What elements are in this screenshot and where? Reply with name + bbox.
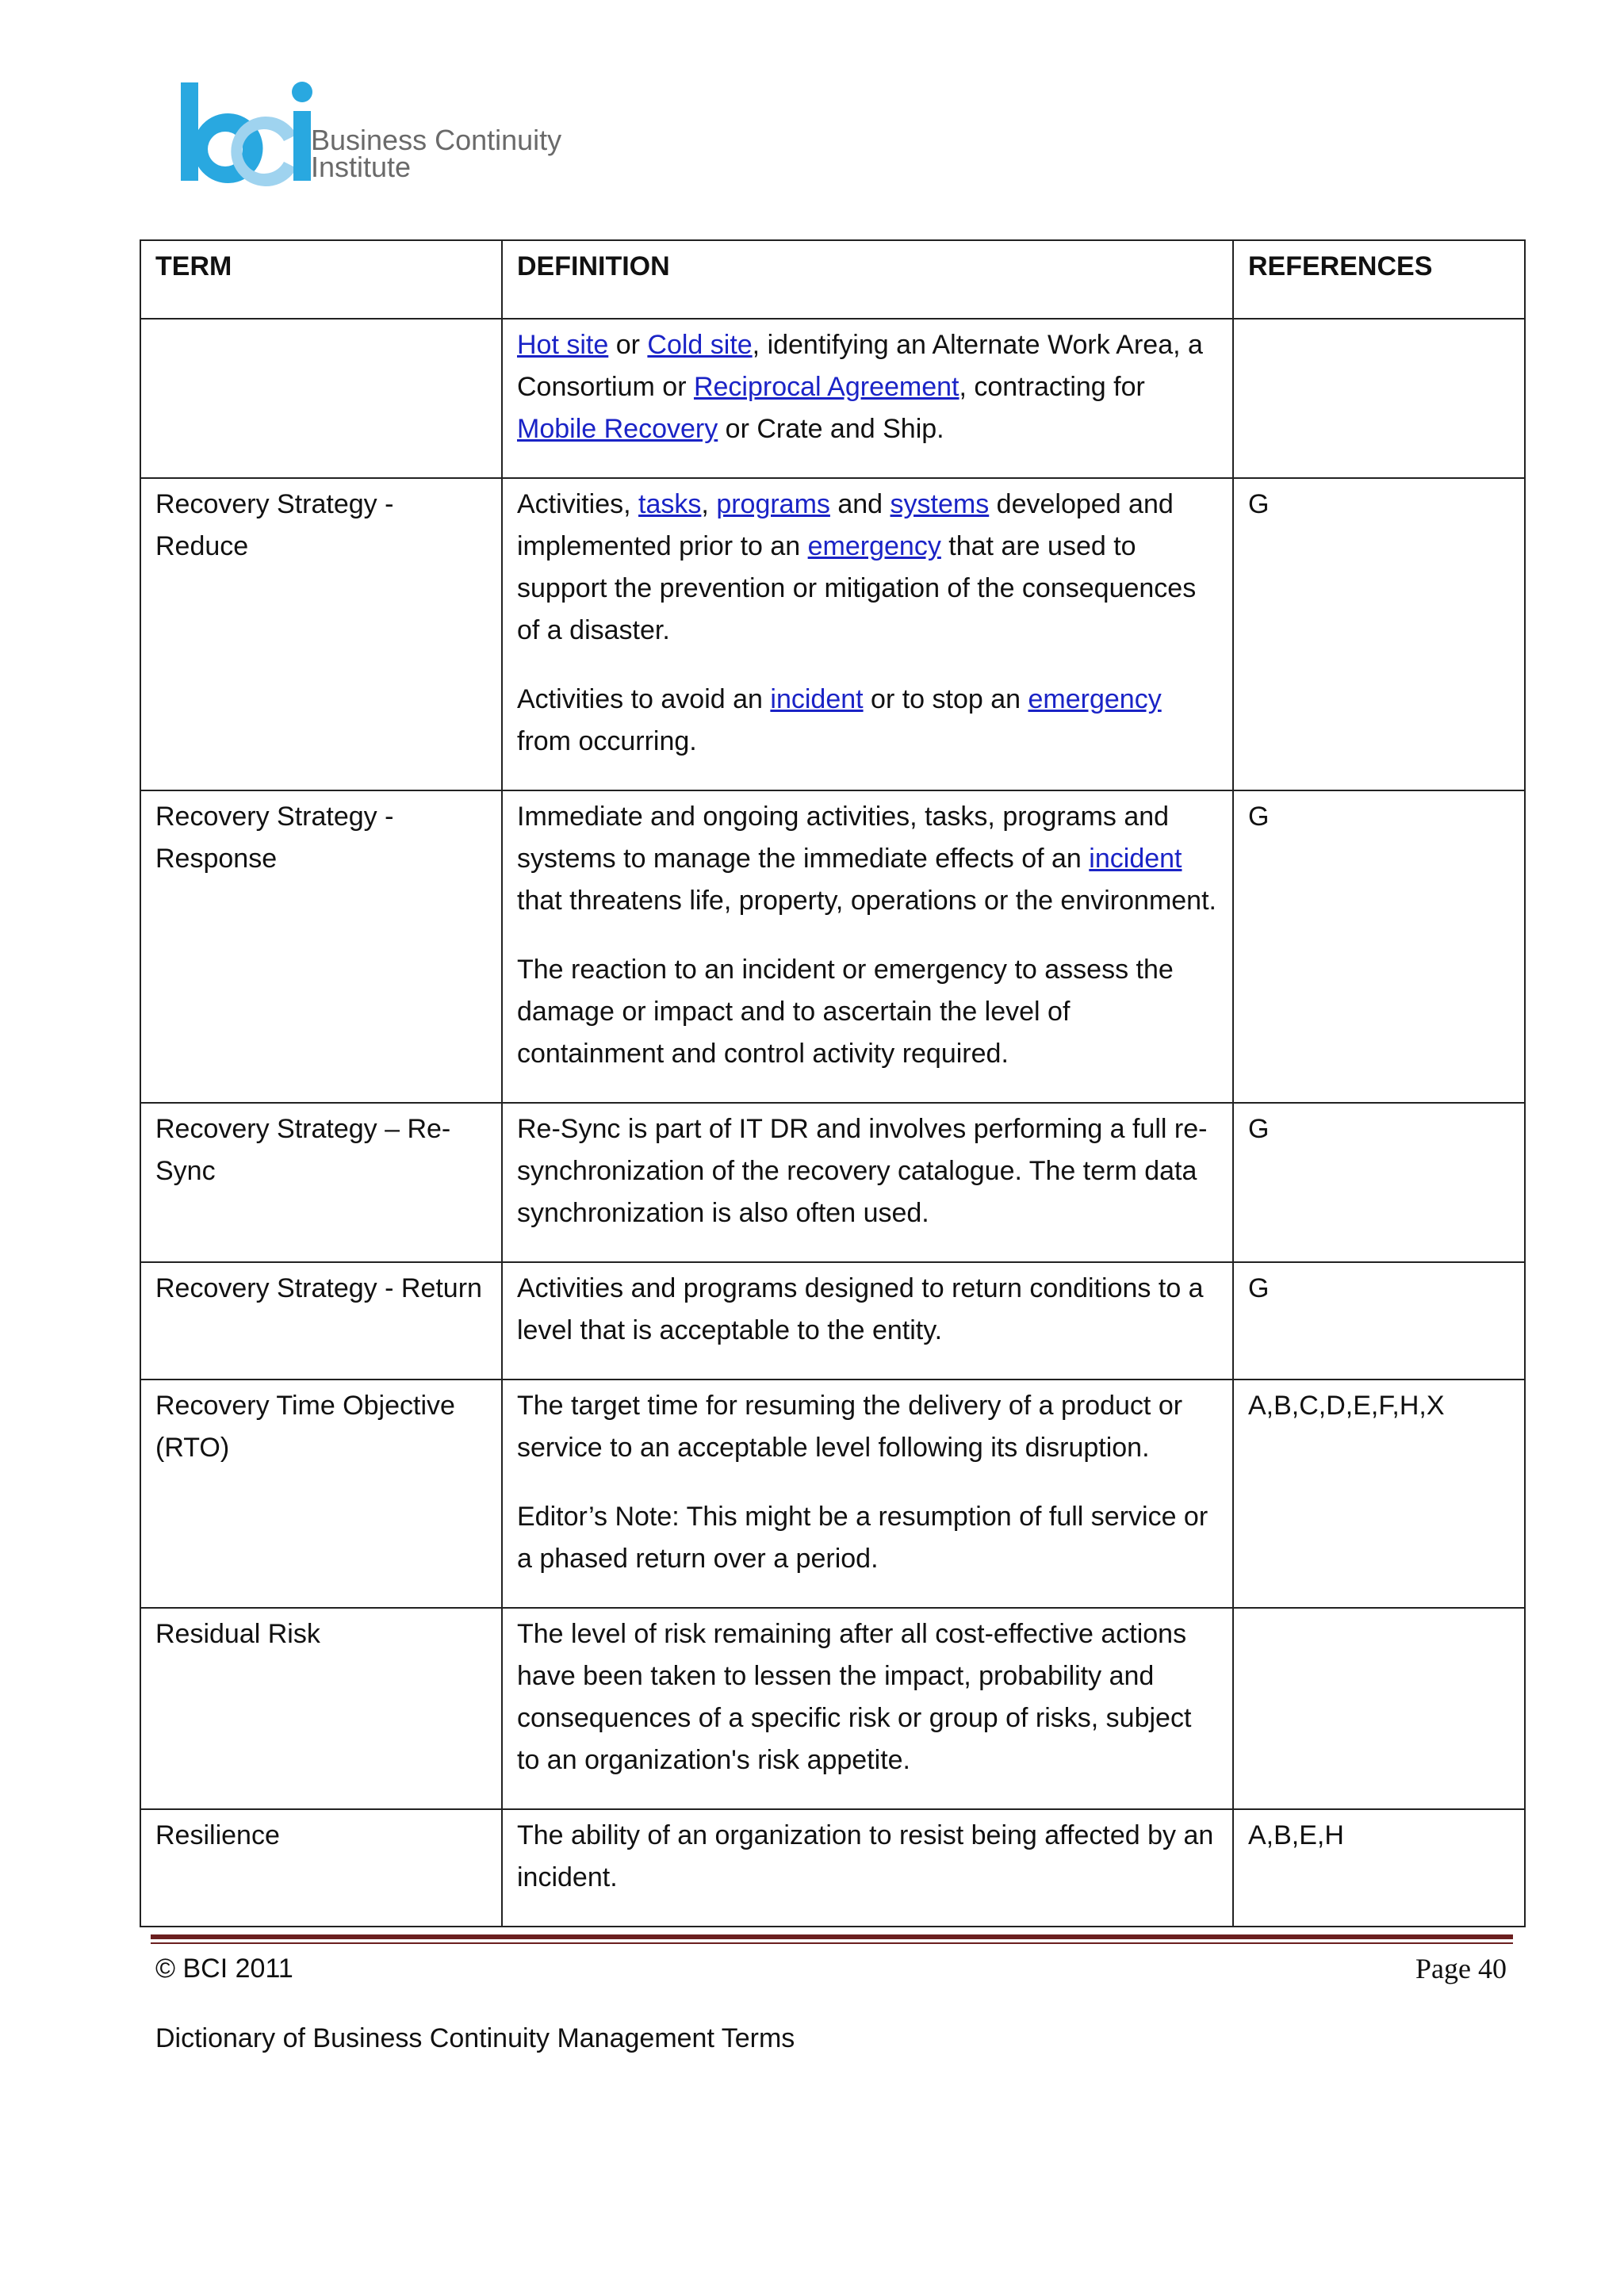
table-row (140, 1380, 1525, 1608)
term-cell: Resilience (140, 1809, 502, 1927)
definition-text: The reaction to an incident or emergency to assess the damage or impact and to ascertain the level of containment and control activity required. (517, 955, 1174, 1069)
references-cell: G (1233, 478, 1525, 790)
definition-text: Activities, (517, 489, 639, 519)
definition-cell (502, 1809, 1233, 1927)
references-cell: A,B,E,H (1233, 1809, 1525, 1927)
definition-paragraph (517, 1268, 1218, 1352)
definition-paragraph (517, 949, 1218, 1075)
logo-text-line2: Institute (311, 151, 412, 183)
references-cell: G (1233, 790, 1525, 1103)
term-link[interactable]: Cold site (647, 330, 753, 360)
table-row (140, 1809, 1525, 1927)
logo-text-line1: Business Continuity (311, 124, 562, 156)
term-link[interactable]: emergency (1028, 684, 1162, 714)
footer-copyright: © BCI 2011 (155, 1954, 293, 1984)
term-cell: Recovery Strategy - Reduce (140, 478, 502, 790)
definition-text: developed and implemented prior to an (517, 489, 1174, 561)
definition-text: or (608, 330, 648, 360)
term-link[interactable]: incident (770, 684, 864, 714)
definition-cell (502, 1103, 1233, 1262)
definition-paragraph (517, 1613, 1218, 1781)
definition-cell (502, 1608, 1233, 1809)
definition-paragraph (517, 324, 1218, 450)
definition-text: The target time for resuming the delivery of a product or service to an acceptable level following its disruption. (517, 1391, 1183, 1463)
definition-cell (502, 1380, 1233, 1608)
term-link[interactable]: Hot site (517, 330, 609, 360)
references-cell: G (1233, 1103, 1525, 1262)
definition-paragraph (517, 1108, 1218, 1234)
definition-paragraph (517, 1385, 1218, 1469)
definition-text: Activities to avoid an (517, 684, 771, 714)
term-cell: Recovery Strategy - Return (140, 1262, 502, 1380)
definition-paragraph (517, 679, 1218, 763)
term-link[interactable]: systems (890, 489, 990, 519)
bci-logo (178, 79, 562, 190)
table-row (140, 1262, 1525, 1380)
table-row (140, 319, 1525, 478)
table-row (140, 478, 1525, 790)
term-link[interactable]: programs (716, 489, 830, 519)
table-row (140, 1103, 1525, 1262)
footer-document-title: Dictionary of Business Continuity Management Terms (155, 2023, 795, 2053)
definition-cell (502, 478, 1233, 790)
definition-text: Editor’s Note: This might be a resumption of full service or a phased return over a period. (517, 1502, 1208, 1574)
term-cell: Recovery Time Objective (RTO) (140, 1380, 502, 1608)
term-link[interactable]: emergency (807, 531, 941, 561)
definition-text: or to stop an (863, 684, 1028, 714)
footer-page-number: Page 40 (1415, 1953, 1507, 1984)
definition-text: The ability of an organization to resist being affected by an incident. (517, 1820, 1214, 1892)
term-cell: Residual Risk (140, 1608, 502, 1809)
term-cell: Recovery Strategy - Response (140, 790, 502, 1103)
header-references: REFERENCES (1233, 240, 1525, 319)
references-cell: G (1233, 1262, 1525, 1380)
footer-rule-thick (151, 1934, 1513, 1939)
definition-cell (502, 1262, 1233, 1380)
logo-text (311, 124, 562, 183)
definition-text: The level of risk remaining after all cost-effective actions have been taken to lessen the impact, probability and consequences of a specific risk or group of risks, subject to an organization's risk appetite. (517, 1619, 1192, 1775)
references-cell (1233, 1608, 1525, 1809)
footer-rule-thin (151, 1942, 1513, 1944)
definition-text: that threatens life, property, operations or the environment. (517, 886, 1216, 916)
term-cell (140, 319, 502, 478)
definition-text: , identifying an Alternate Work Area, a Consortium or (517, 330, 1203, 402)
table-row (140, 790, 1525, 1103)
term-link[interactable]: Reciprocal Agreement (693, 372, 959, 402)
definition-paragraph (517, 484, 1218, 652)
term-link[interactable]: Mobile Recovery (517, 414, 718, 444)
definition-paragraph (517, 1496, 1218, 1580)
definition-paragraph (517, 1815, 1218, 1899)
definition-cell (502, 319, 1233, 478)
bci-logo-mark (178, 79, 312, 186)
definition-text: that are used to support the prevention or mitigation of the consequences of a disaster. (517, 531, 1197, 645)
term-link[interactable]: tasks (638, 489, 702, 519)
term-cell: Recovery Strategy – Re-Sync (140, 1103, 502, 1262)
definition-text: Activities and programs designed to return conditions to a level that is acceptable to the entity. (517, 1273, 1204, 1345)
definition-cell (502, 790, 1233, 1103)
header-term: TERM (140, 240, 502, 319)
definition-text: Re-Sync is part of IT DR and involves performing a full re-synchronization of the recovery catalogue. The term data synchronization is also often used. (517, 1114, 1208, 1228)
definition-text: or Crate and Ship. (718, 414, 944, 444)
definition-text: Immediate and ongoing activities, tasks, programs and systems to manage the immediate effects of an (517, 802, 1170, 874)
definition-text: , contracting for (959, 372, 1145, 402)
references-cell (1233, 319, 1525, 478)
definition-text: from occurring. (517, 726, 697, 756)
definition-text: and (829, 489, 891, 519)
definition-text: , (701, 489, 717, 519)
table-row (140, 1608, 1525, 1809)
header-definition: DEFINITION (502, 240, 1233, 319)
terms-table (140, 239, 1526, 1927)
table-header-row (140, 240, 1525, 319)
references-cell: A,B,C,D,E,F,H,X (1233, 1380, 1525, 1608)
definition-paragraph (517, 796, 1218, 922)
term-link[interactable]: incident (1089, 844, 1182, 874)
